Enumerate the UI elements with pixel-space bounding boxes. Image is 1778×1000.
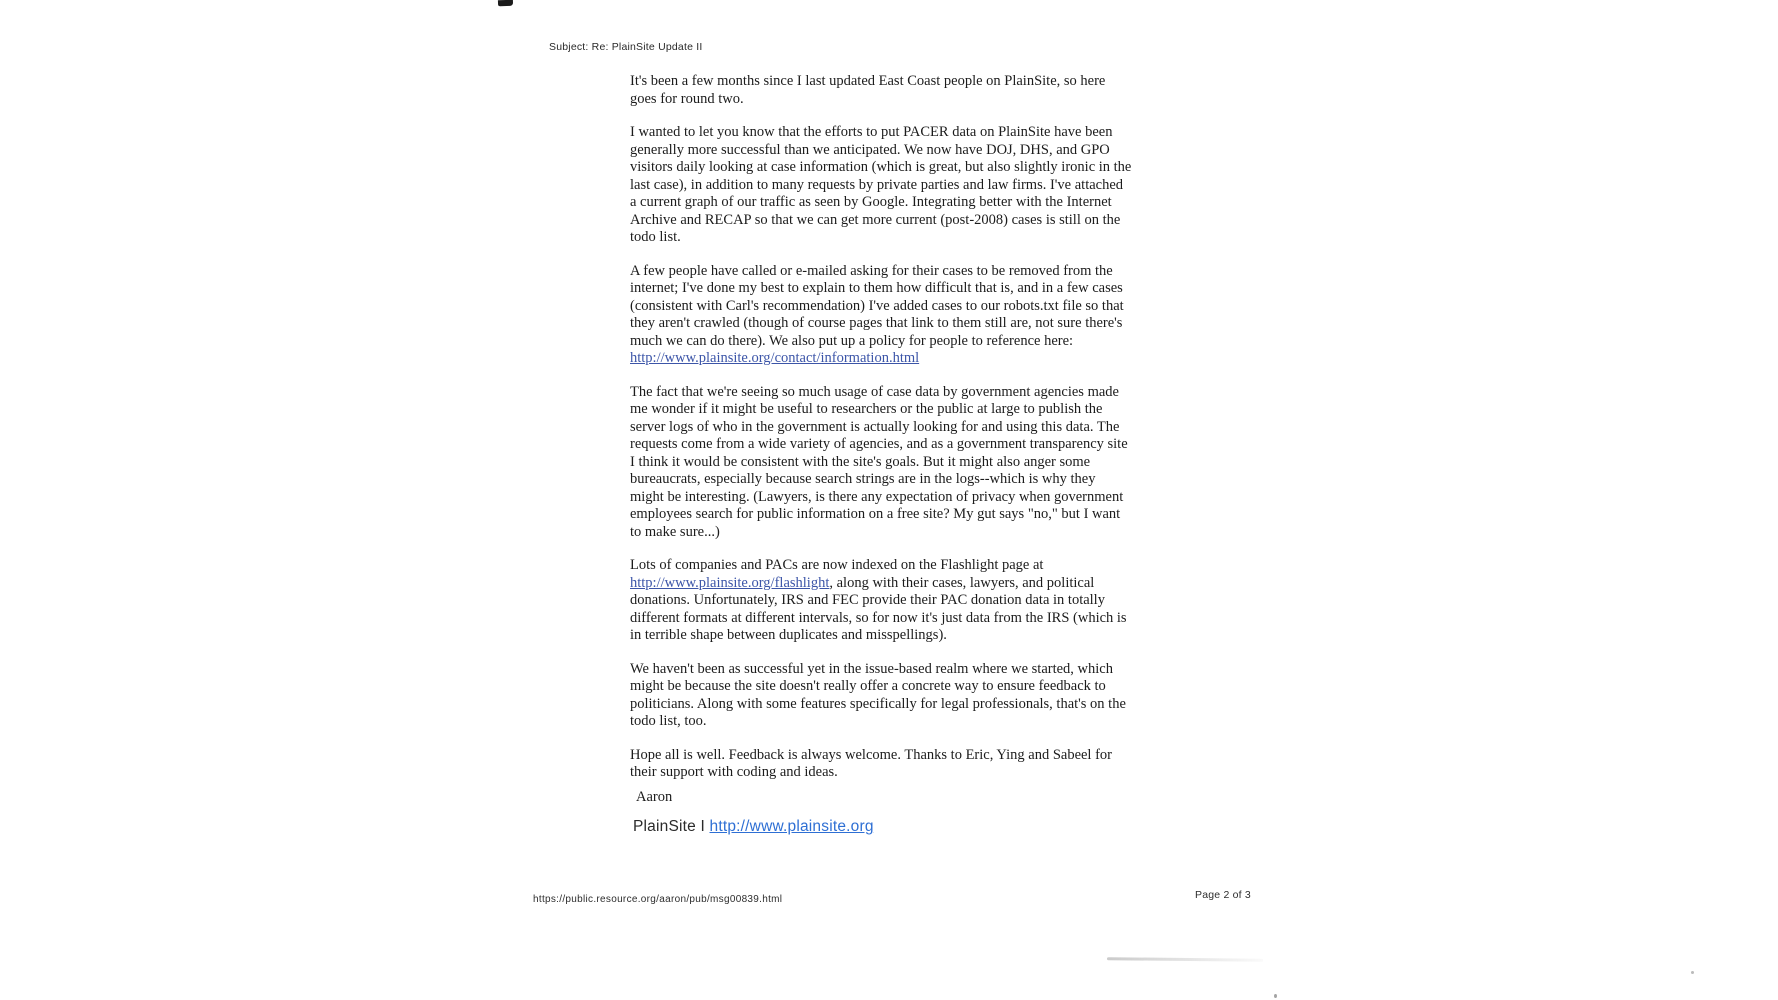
email-text-segment: Hope all is well. Feedback is always welcome. Thanks to Eric, Ying and Sabeel for	[630, 746, 1112, 763]
scan-shadow-artifact	[1107, 957, 1263, 962]
email-text-line	[630, 696, 1131, 714]
email-text-line	[630, 610, 1131, 628]
email-text-line	[630, 454, 1131, 472]
email-text-line	[630, 73, 1131, 91]
email-text-line	[630, 747, 1131, 765]
email-text-line	[630, 575, 1131, 593]
email-text-line	[630, 350, 1131, 368]
email-paragraph	[630, 73, 1131, 108]
email-text-line	[630, 229, 1131, 247]
email-text-segment: different formats at different intervals, so for now it's just data from the IRS (which is	[630, 609, 1127, 626]
signature-site-label: PlainSite I	[633, 818, 710, 835]
email-text-line	[630, 627, 1131, 645]
email-text-line	[630, 280, 1131, 298]
email-text-line	[630, 436, 1131, 454]
email-text-segment: a current graph of our traffic as seen by Google. Integrating better with the Internet	[630, 194, 1112, 210]
email-text-segment: requests come from a wide variety of agencies, and as a government transparency site	[630, 436, 1128, 452]
email-text-segment: in terrible shape between duplicates and misspellings).	[630, 627, 947, 643]
email-text-segment: to make sure...)	[630, 523, 720, 540]
email-text-segment: they aren't crawled (though of course pages that link to them still are, not sure there's	[630, 315, 1123, 331]
email-text-segment: visitors daily looking at case information (which is great, but also slightly ironic in the	[630, 159, 1132, 175]
email-text-segment: server logs of who in the government is actually looking for and using this data. The	[630, 418, 1120, 435]
email-text-segment: me wonder if it might be useful to researchers or the public at large to publish the	[630, 401, 1103, 417]
email-paragraph	[630, 384, 1131, 542]
email-paragraph	[630, 661, 1131, 731]
email-text-line	[630, 315, 1131, 333]
inline-url-link[interactable]: http://www.plainsite.org/contact/information.html	[630, 350, 920, 366]
email-text-line	[630, 661, 1131, 679]
email-text-segment: donations. Unfortunately, IRS and FEC provide their PAC donation data in totally	[630, 592, 1105, 608]
email-text-line	[630, 713, 1131, 731]
email-text-segment: Lots of companies and PACs are now indexed on the Flashlight page at	[630, 557, 1044, 573]
email-text-line	[630, 263, 1131, 281]
email-paragraph	[630, 747, 1131, 782]
email-text-segment: last case), in addition to many requests by private parties and law firms. I've attached	[630, 176, 1124, 193]
email-text-line	[630, 506, 1131, 524]
email-text-segment: We haven't been as successful yet in the issue-based realm where we started, which	[630, 660, 1113, 677]
scan-dot-artifact-2	[1691, 971, 1694, 974]
footer-page-number: Page 2 of 3	[1195, 889, 1251, 901]
email-text-line	[630, 142, 1131, 160]
email-text-segment: their support with coding and ideas.	[630, 764, 838, 780]
email-text-segment: bureaucrats, especially because search strings are in the logs--which is why they	[630, 471, 1096, 487]
email-text-segment: much we can do there). We also put up a policy for people to reference here:	[630, 332, 1074, 349]
email-text-line	[630, 194, 1131, 212]
email-body	[630, 73, 1131, 782]
email-text-segment: It's been a few months since I last updated East Coast people on PlainSite, so here	[630, 73, 1106, 89]
email-text-line	[630, 419, 1131, 437]
email-text-segment: politicians. Along with some features specifically for legal professionals, that's on the	[630, 695, 1126, 712]
email-text-segment: , along with their cases, lawyers, and political	[829, 574, 1095, 591]
email-text-line	[630, 557, 1131, 575]
email-text-line	[630, 471, 1131, 489]
email-text-segment: A few people have called or e-mailed asking for their cases to be removed from the	[630, 262, 1113, 279]
email-text-line	[630, 333, 1131, 351]
email-paragraph	[630, 263, 1131, 368]
email-text-line	[630, 298, 1131, 316]
email-text-segment: I wanted to let you know that the efforts to put PACER data on PlainSite have been	[630, 124, 1113, 140]
email-text-segment: (consistent with Carl's recommendation) I've added cases to our robots.txt file so that	[630, 297, 1124, 314]
email-text-segment: todo list, too.	[630, 713, 707, 729]
signature-name: Aaron	[636, 789, 673, 805]
email-text-segment: internet; I've done my best to explain to them how difficult that is, and in a few cases	[630, 280, 1123, 296]
email-text-segment: I think it would be consistent with the site's goals. But it might also anger some	[630, 453, 1091, 470]
email-text-line	[630, 177, 1131, 195]
email-text-segment: goes for round two.	[630, 90, 744, 107]
email-text-line	[630, 124, 1131, 142]
email-text-line	[630, 212, 1131, 230]
email-text-segment: might be interesting. (Lawyers, is there any expectation of privacy when government	[630, 488, 1124, 505]
scan-artifact-mark	[498, 0, 513, 6]
email-text-line	[630, 401, 1131, 419]
email-text-line	[630, 592, 1131, 610]
footer-source-url: https://public.resource.org/aaron/pub/msg00839.html	[533, 894, 783, 905]
email-paragraph	[630, 557, 1131, 645]
email-text-line	[630, 489, 1131, 507]
email-text-line	[630, 384, 1131, 402]
inline-url-link[interactable]: http://www.plainsite.org/flashlight	[630, 574, 830, 591]
email-text-line	[630, 159, 1131, 177]
email-text-segment: employees search for public information on a free site? My gut says "no," but I want	[630, 506, 1121, 522]
email-paragraph	[630, 124, 1131, 247]
email-text-line	[630, 678, 1131, 696]
signature-line	[633, 818, 874, 836]
email-text-segment: might be because the site doesn't really offer a concrete way to ensure feedback to	[630, 678, 1106, 694]
email-text-segment: todo list.	[630, 229, 681, 245]
email-text-segment: The fact that we're seeing so much usage of case data by government agencies made	[630, 383, 1119, 400]
email-text-segment: generally more successful than we anticipated. We now have DOJ, DHS, and GPO	[630, 141, 1110, 158]
email-text-line	[630, 524, 1131, 542]
subject-line: Subject: Re: PlainSite Update II	[549, 41, 703, 53]
signature-url-link[interactable]: http://www.plainsite.org	[709, 818, 874, 835]
email-text-line	[630, 764, 1131, 782]
email-text-segment: Archive and RECAP so that we can get more current (post-2008) cases is still on the	[630, 211, 1121, 228]
email-text-line	[630, 91, 1131, 109]
scan-dot-artifact	[1274, 994, 1277, 998]
